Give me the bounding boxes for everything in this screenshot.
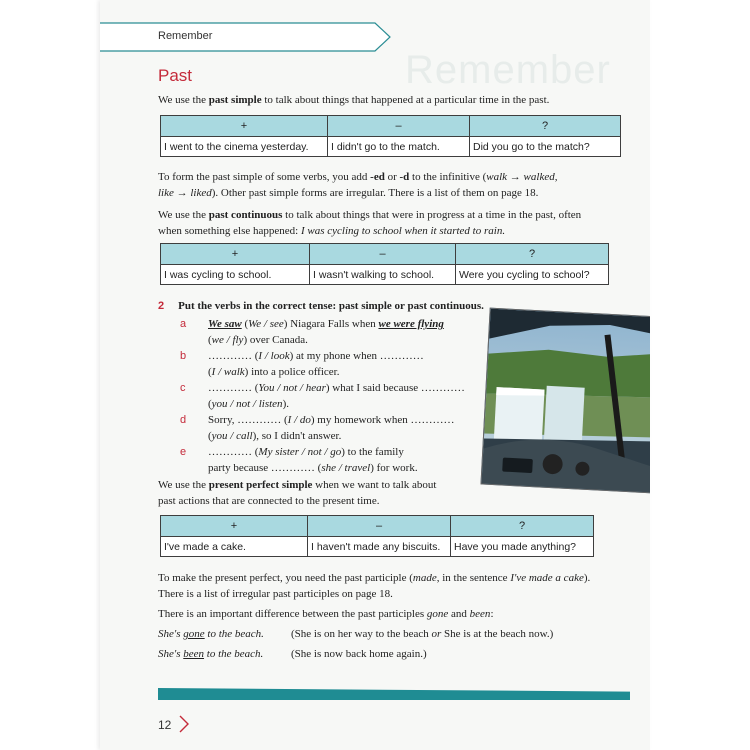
example-gone: She's gone to the beach. (She is on her way to the beach or She is at the beach now.)	[158, 628, 554, 640]
table-cell: I haven't made any biscuits.	[308, 537, 451, 557]
table-header-negative: –	[310, 244, 456, 265]
table-cell: Have you made anything?	[451, 537, 594, 557]
present-perfect-table	[160, 515, 594, 557]
exercise-item-d: d Sorry, ………… (I / do) my homework when ………… (you / call), so I didn't answer.	[180, 414, 455, 442]
helicopter-waterfall-photo	[480, 308, 650, 494]
table-header-question: ?	[456, 244, 609, 265]
form-paragraph: To form the past simple of some verbs, you add -ed or -d to the infinitive (walk → walked, like → liked). Other past simple forms are irregular. There is a list of them on page 18.	[158, 171, 558, 199]
remember-label: Remember	[158, 30, 213, 42]
difference-line: There is an important difference between the past participles gone and been:	[158, 608, 494, 620]
table-cell: I wasn't walking to school.	[310, 265, 456, 285]
table-header-negative: –	[308, 516, 451, 537]
intro-past-simple: We use the past simple to talk about things that happened at a particular time in the past.	[158, 94, 550, 106]
past-continuous-table	[160, 243, 609, 285]
tab-arrow-icon	[100, 22, 392, 52]
exercise-heading	[158, 300, 484, 312]
table-header-negative: –	[328, 116, 470, 137]
page-number: 12	[158, 718, 172, 732]
exercise-instruction: Put the verbs in the correct tense: past simple or past continuous.	[178, 300, 484, 312]
table-cell: Did you go to the match?	[470, 137, 621, 157]
present-perfect-paragraph: We use the present perfect simple when we want to talk about past actions that are connected to the present time.	[158, 479, 437, 507]
exercise-item-c: c ………… (You / not / hear) what I said because ………… (you / not / listen).	[180, 382, 465, 410]
exercise-item-e: e ………… (My sister / not / go) to the family party because ………… (she / travel) for work.	[180, 446, 418, 474]
exercise-number: 2	[158, 300, 165, 312]
remember-tab	[100, 22, 390, 52]
table-cell: I've made a cake.	[161, 537, 308, 557]
table-header-question: ?	[470, 116, 621, 137]
table-cell: I went to the cinema yesterday.	[161, 137, 328, 157]
ghost-title: Remember	[405, 48, 611, 92]
example-been: She's been to the beach. (She is now back home again.)	[158, 648, 427, 660]
table-header-question: ?	[451, 516, 594, 537]
section-title: Past	[158, 66, 193, 85]
table-cell: I didn't go to the match.	[328, 137, 470, 157]
table-header-positive: +	[161, 244, 310, 265]
chevron-right-icon	[178, 714, 190, 734]
table-cell: Were you cycling to school?	[456, 265, 609, 285]
teal-divider-bar	[158, 688, 630, 700]
table-cell: I was cycling to school.	[161, 265, 310, 285]
past-continuous-paragraph: We use the past continuous to talk about things that were in progress at a time in the past, often when something else happened: I was cycling to school when it started to rain.	[158, 209, 582, 237]
exercise-item-a: a We saw (We / see) Niagara Falls when we were flying (we / fly) over Canada.	[180, 318, 444, 346]
table-header-positive: +	[161, 516, 308, 537]
exercise-item-b: b ………… (I / look) at my phone when ………… (I / walk) into a police officer.	[180, 350, 424, 378]
past-simple-table	[160, 115, 621, 157]
participle-paragraph: To make the present perfect, you need the past participle (made, in the sentence I've made a cake). There is a list of irregular past participles on page 18.	[158, 572, 591, 600]
niagara-illustration	[481, 309, 650, 494]
textbook-page	[100, 0, 650, 750]
table-header-positive: +	[161, 116, 328, 137]
